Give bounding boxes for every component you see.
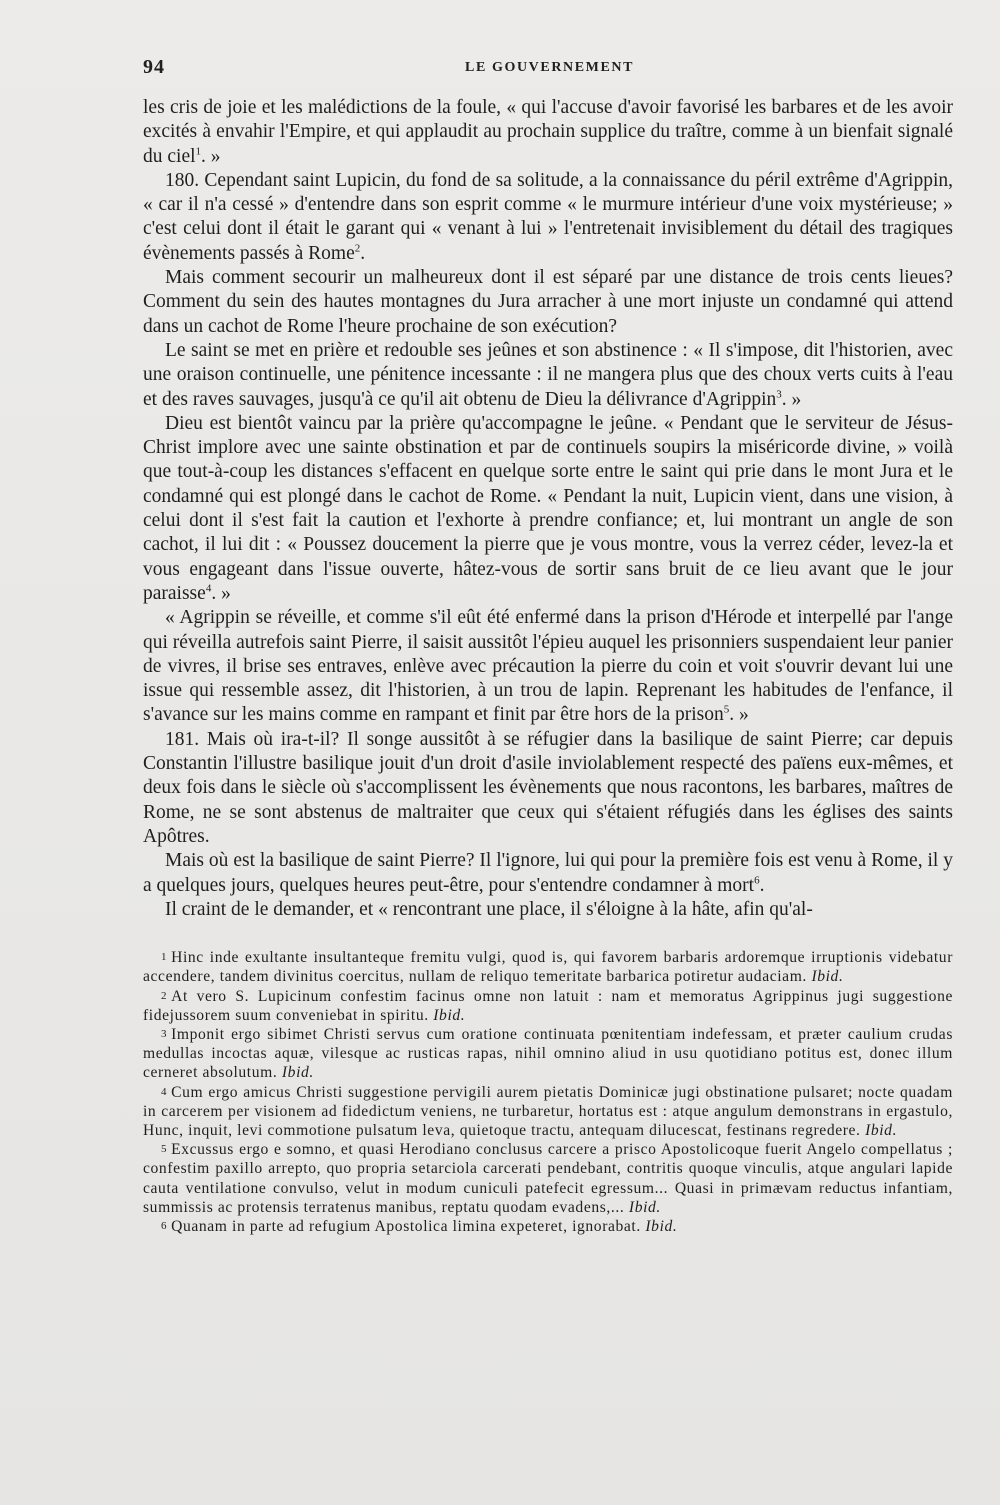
footnote: 6 Quanam in parte ad refugium Apostolica limina expeteret, ignorabat. Ibid.	[161, 1217, 678, 1235]
page-number: 94	[143, 56, 165, 78]
paragraph: Mais comment secourir un malheureux dont il est séparé par une distance de trois cents lieues? Comment du sein des hautes montagnes du Jura arracher à une mort injuste un condamné qui attend dans un cachot de Rome l'heure prochaine de son exécution?	[143, 267, 953, 337]
footnote: 5 Excussus ergo e somno, et quasi Herodiano conclusus carcere a prisco Apostolicoque fuerit Angelo compellatus ; confestim paxillo arrepto, quo propria setarciola carcerati pendebant, contritis quoque vinculis, atque angulari lapide cauta ventilatione convulso, velut in modum cuniculi patefecit egressum... Quasi in primævam reductus infantiam, summissis ac protensis terratenus manibus, reptatu quodam evadens,... Ibid.	[143, 1141, 953, 1216]
paragraph: Le saint se met en prière et redouble ses jeûnes et son abstinence : « Il s'impose, dit l'historien, avec une oraison continuelle, une pénitence incessante : il ne mangera plus que des choux verts cuits à l'eau et des raves sauvages, jusqu'à ce qu'il ait obtenu de Dieu la délivrance d'Agrippin$^3$. »	[143, 339, 953, 410]
paragraph: Mais où est la basilique de saint Pierre? Il l'ignore, lui qui pour la première fois est venu à Rome, il y a quelques jours, quelques heures peut-être, pour s'entendre condamner à mort$^6$.	[143, 850, 953, 896]
paragraph: « Agrippin se réveille, et comme s'il eût été enfermé dans la prison d'Hérode et interpellé par l'ange qui réveilla autrefois saint Pierre, il saisit aussitôt l'épieu auquel les prisonniers suspendaient leur panier de vivres, il brise ses entraves, enlève avec précaution la pierre du coin et voit s'ouvrir devant lui une issue qui ressemble assez, dit l'historien, à un trou de lapin. Reprenant les habitudes de l'enfance, il s'avance sur les mains comme en rampant et finit par être hors de la prison$^5$. »	[143, 607, 953, 726]
footnote-ref: 4	[205, 582, 212, 595]
footnotes	[143, 948, 953, 1236]
paragraph: Il craint de le demander, et « rencontrant une place, il s'éloigne à la hâte, afin qu'al-	[165, 898, 813, 920]
paragraph: Dieu est bientôt vaincu par la prière qu'accompagne le jeûne. « Pendant que le serviteur de Jésus-Christ implore avec une sainte obstination et par de continuels soupirs la miséricorde divine, » voilà que tout-à-coup les distances s'effacent en quelque sorte entre le saint qui prie dans le mont Jura et le condamné qui est plongé dans le cachot de Rome. « Pendant la nuit, Lupicin vient, dans une vision, à celui dont il s'est fait la caution et l'exhorte à prendre confiance; et, lui montrant un angle de son cachot, il lui dit : « Poussez doucement la pierre que je vous montre, vous la verrez céder, levez-la et vous engageant dans l'issue ouverte, hâtez-vous de sortir sans bruit de ce lieu avant que le jour paraisse$^4$. »	[143, 412, 953, 604]
running-head: LE GOUVERNEMENT	[465, 60, 635, 75]
footnote: 4 Cum ergo amicus Christi suggestione pervigili aurem pietatis Dominicæ jugi obstinatione pulsaret; nocte quadam in carcerem per visionem ad fidedictum veniens, ne turbaretur, hortatus est : atque angulum demonstrans in ergastulo, Hunc, inquit, levi commotione pulsatum leva, quietoque tractu, antequam dilucescat, festinans regredere. Ibid.	[143, 1083, 953, 1139]
footnote-ref: 6	[754, 874, 760, 886]
footnote-ref: 3	[776, 388, 782, 401]
paragraph: 180. Cependant saint Lupicin, du fond de sa solitude, a la connaissance du péril extrême d'Agrippin, « car il n'a cessé » d'entendre dans son esprit comme « le murmure intérieur d'une voix mystérieuse; » c'est celui dont il était le garant qui « venant à lui » l'entretenait invisiblement du détail des tragiques évènements passés à Rome$^2$.	[143, 169, 953, 264]
footnote: 1 Hinc inde exultante insultanteque fremitu vulgi, quod is, qui favorem barbaris ardoremque irruptionis videbatur accendere, tandem divinitus coercitus, nullam de reliquo temeritate barbarica potiretur audaciam. Ibid.	[143, 949, 953, 986]
main-text	[143, 96, 953, 922]
footnote-ref: 5	[723, 703, 730, 716]
footnote: 2 At vero S. Lupicinum confestim facinus omne non latuit : nam et memoratus Agrippinus jugi suggestione fidejussorem suum conveniebat in spiritu. Ibid.	[143, 987, 953, 1024]
footnote-ref: 2	[354, 242, 361, 255]
page-header	[143, 56, 953, 96]
paragraph: les cris de joie et les malédictions de la foule, « qui l'accuse d'avoir favorisé les barbares et de les avoir excités à envahir l'Empire, et qui applaudit au prochain supplice du traître, comme à un bienfait signalé du ciel$^1$. »	[143, 97, 953, 167]
footnote-ref: 1	[195, 145, 202, 158]
paragraph: 181. Mais où ira-t-il? Il songe aussitôt à se réfugier dans la basilique de saint Pierre; car depuis Constantin l'illustre basilique jouit d'un droit d'asile inviolablement respecté des païens eux-mêmes, et deux fois dans le siècle où s'accomplissent les évènements que nous racontons, les barbares, maîtres de Rome, ne se sont abstenus de maltraiter que ceux qui s'étaient réfugiés dans les églises des saints Apôtres.	[143, 728, 953, 847]
footnote: 3 Imponit ergo sibimet Christi servus cum oratione continuata pœnitentiam indefessam, et præter caulium crudas medullas incoctas aquæ, vilesque ac rusticas rapas, nihil omnino aliud in usu quotidiano potitus est, donec illum cerneret absolutum. Ibid.	[143, 1025, 953, 1082]
